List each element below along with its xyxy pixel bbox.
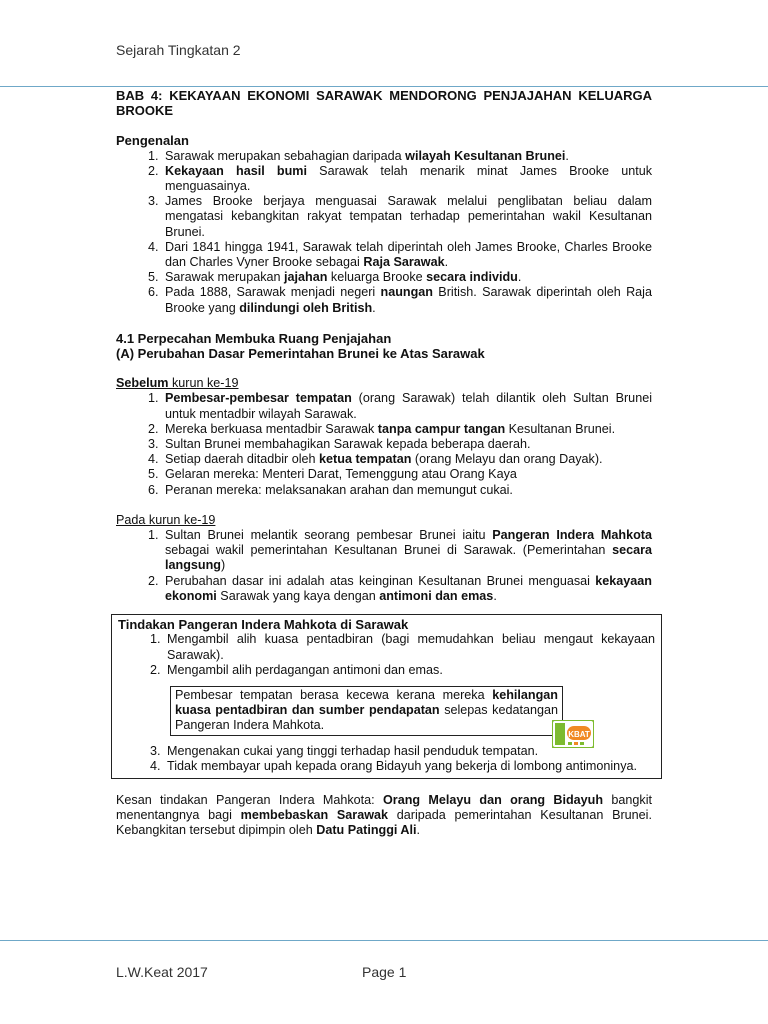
before-list [116, 391, 652, 497]
actions-list-b [118, 744, 655, 774]
conclusion-paragraph: Kesan tindakan Pangeran Indera Mahkota: Orang Melayu dan orang Bidayuh bangkit menentangnya bagi membebaskan Sarawak daripada pemerintahan Kesultanan Brunei. Kebangkitan tersebut dipimpin oleh Datu Patinggi Ali. [116, 792, 652, 838]
list-item: 4. Tidak membayar upah kepada orang Bidayuh yang bekerja di lombong antimoninya. [164, 759, 655, 774]
list-item: 2. Perubahan dasar ini adalah atas keinginan Kesultanan Brunei menguasai kekayaan ekonomi Sarawak yang kaya dengan antimoni dan emas. [162, 574, 652, 604]
list-item: 4. Setiap daerah ditadbir oleh ketua tempatan (orang Melayu dan orang Dayak). [162, 452, 652, 467]
badge-label: KBAT [568, 730, 590, 739]
list-item: 1. Sultan Brunei melantik seorang pembesar Brunei iaitu Pangeran Indera Mahkota sebagai wakil pemerintahan Kesultanan Brunei di Sarawak. (Pemerintahan secara langsung) [162, 528, 652, 574]
section-subheading: (A) Perubahan Dasar Pemerintahan Brunei ke Atas Sarawak [116, 346, 485, 362]
actions-list-a [118, 632, 655, 678]
list-item: 3. James Brooke berjaya menguasai Sarawak melalui penglibatan beliau dalam mengatasi kebangkitan rakyat tempatan terhadap pemerintahan wakil Kesultanan Brunei. [162, 194, 652, 240]
list-item: 6. Peranan mereka: melaksanakan arahan dan memungut cukai. [162, 483, 652, 498]
actions-box [111, 614, 662, 779]
intro-heading: Pengenalan [116, 133, 189, 149]
list-item: 2. Mereka berkuasa mentadbir Sarawak tanpa campur tangan Kesultanan Brunei. [162, 422, 652, 437]
list-item: 2. Kekayaan hasil bumi Sarawak telah menarik minat James Brooke untuk menguasainya. [162, 164, 652, 194]
footer-rule [0, 940, 768, 941]
intro-list [116, 149, 652, 316]
actions-heading: Tindakan Pangeran Indera Mahkota di Sarawak [118, 617, 409, 633]
list-item: 1. Sarawak merupakan sebahagian daripada wilayah Kesultanan Brunei. [162, 149, 652, 164]
list-item: 3. Mengenakan cukai yang tinggi terhadap hasil penduduk tempatan. [164, 744, 655, 759]
list-item: 2. Mengambil alih perdagangan antimoni dan emas. [164, 663, 655, 678]
during-list [116, 528, 652, 604]
during-label: Pada kurun ke-19 [116, 512, 216, 527]
list-item: 3. Sultan Brunei membahagikan Sarawak kepada beberapa daerah. [162, 437, 652, 452]
list-item: 1. Pembesar-pembesar tempatan (orang Sarawak) telah dilantik oleh Sultan Brunei untuk mentadbir wilayah Sarawak. [162, 391, 652, 421]
list-item: 1. Mengambil alih kuasa pentadbiran (bagi memudahkan beliau mengaut kekayaan Sarawak). [164, 632, 655, 662]
header-rule [0, 86, 768, 87]
list-item: 6. Pada 1888, Sarawak menjadi negeri naungan British. Sarawak diperintah oleh Raja Brooke yang dilindungi oleh British. [162, 285, 652, 315]
before-label: Sebelum kurun ke-19 [116, 376, 239, 391]
footer-page: Page 1 [362, 964, 407, 980]
list-item: 4. Dari 1841 hingga 1941, Sarawak telah diperintah oleh James Brooke, Charles Brooke dan Charles Vyner Brooke sebagai Raja Sarawak. [162, 240, 652, 270]
running-header: Sejarah Tingkatan 2 [116, 42, 241, 58]
footer-author: L.W.Keat 2017 [116, 964, 208, 980]
kbat-badge-icon [552, 720, 594, 748]
list-item: 5. Gelaran mereka: Menteri Darat, Temenggung atau Orang Kaya [162, 467, 652, 482]
list-item: 5. Sarawak merupakan jajahan keluarga Brooke secara individu. [162, 270, 652, 285]
note-box: Pembesar tempatan berasa kecewa kerana mereka kehilangan kuasa pentadbiran dan sumber pendapatan selepas kedatangan Pangeran Indera Mahkota. [170, 686, 563, 736]
chapter-title: BAB 4: KEKAYAAN EKONOMI SARAWAK MENDORONG PENJAJAHAN KELUARGA BROOKE [116, 88, 652, 119]
section-heading: 4.1 Perpecahan Membuka Ruang Penjajahan [116, 330, 392, 346]
